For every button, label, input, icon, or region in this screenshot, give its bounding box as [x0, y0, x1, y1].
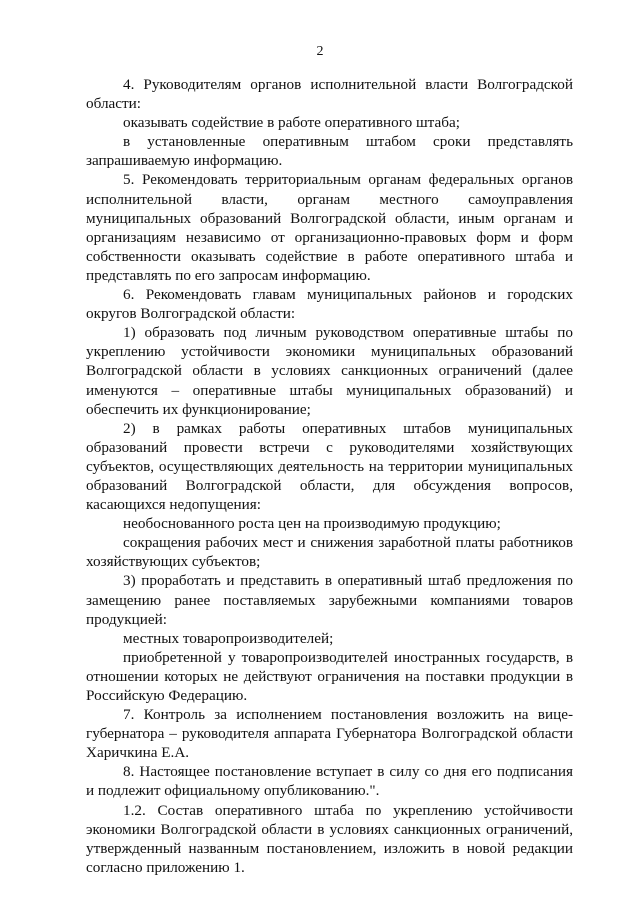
paragraph-item-4-assist: оказывать содействие в работе оперативного штаба; — [123, 114, 460, 132]
paragraph-item-8: 8. Настоящее постановление вступает в силу со дня его подписания и подлежит официальному опубликованию.". — [86, 763, 573, 800]
document-body — [86, 75, 573, 877]
paragraph-item-6-3-local: местных товаропроизводителей; — [123, 629, 334, 647]
paragraph-item-5: 5. Рекомендовать территориальным органам федеральных органов исполнительной власти, органам местного самоуправления муниципальных образований Волгоградской области, иным органам и организациям независимо от организационно-правовых форм и форм собственности оказывать содействие в работе оперативного штаба и представлять по его запросам информацию. — [86, 171, 573, 284]
page-number: 2 — [316, 44, 324, 59]
paragraph-item-4-provide-info: в установленные оперативным штабом сроки представлять запрашиваемую информацию. — [86, 133, 573, 170]
paragraph-item-7: 7. Контроль за исполнением постановления возложить на вице-губернатора – руководителя аппарата Губернатора Волгоградской области Харичкина Е.А. — [86, 706, 573, 762]
paragraph-item-6-2: 2) в рамках работы оперативных штабов муниципальных образований провести встречи с руководителями хозяйствующих субъектов, осуществляющих деятельность на территории муниципальных образований Волгоградской области, для обсуждения вопросов, касающихся недопущения: — [86, 419, 573, 514]
paragraph-item-6-2-prices: необоснованного роста цен на производимую продукцию; — [123, 515, 501, 533]
paragraph-item-6-1: 1) образовать под личным руководством оперативные штабы по укреплению устойчивости экономики муниципальных образований Волгоградской области в условиях санкционных ограничений (далее именуются – оперативные штабы муниципальных образований) и обеспечить их функционирование; — [86, 324, 573, 418]
paragraph-item-6-2-jobs: сокращения рабочих мест и снижения заработной платы работников хозяйствующих субъектов; — [86, 534, 573, 571]
paragraph-item-6: 6. Рекомендовать главам муниципальных районов и городских округов Волгоградской области: — [86, 286, 573, 323]
paragraph-item-6-3-foreign: приобретенной у товаропроизводителей иностранных государств, в отношении которых не действуют ограничения на поставки продукции в Российскую Федерацию. — [86, 648, 573, 704]
paragraph-item-1-2: 1.2. Состав оперативного штаба по укреплению устойчивости экономики Волгоградской области в условиях санкционных ограничений, утвержденный названным постановлением, изложить в новой редакции согласно приложению 1. — [86, 801, 573, 876]
paragraph-item-4: 4. Руководителям органов исполнительной власти Волгоградской области: — [86, 76, 573, 113]
paragraph-item-6-3: 3) проработать и представить в оперативный штаб предложения по замещению ранее поставляемых зарубежными компаниями товаров продукцией: — [86, 572, 573, 628]
